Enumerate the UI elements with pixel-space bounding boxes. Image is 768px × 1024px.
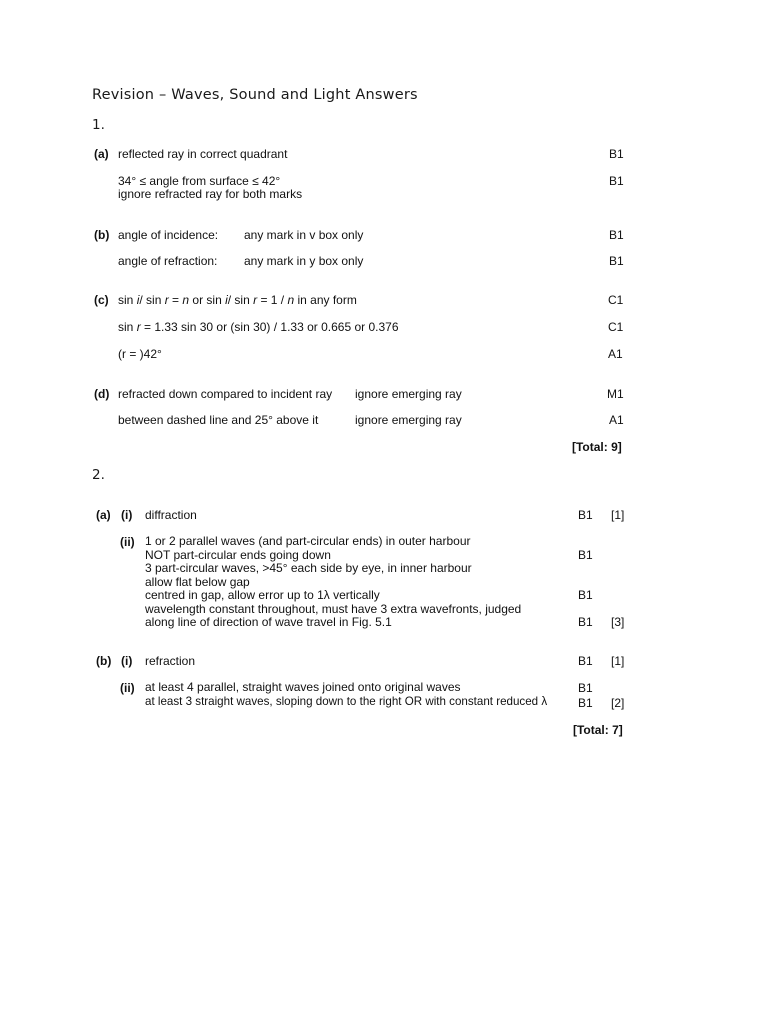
q2-b-ii-label: (ii) xyxy=(120,681,135,695)
q1-c-row1-mark: C1 xyxy=(608,293,624,307)
q1-c-row1: sin i/ sin r = n or sin i/ sin r = 1 / n in any form xyxy=(118,293,357,307)
q2-total: [Total: 7] xyxy=(573,723,623,737)
question-2-number: 2. xyxy=(92,467,105,483)
q2-a-i-total: [1] xyxy=(611,508,625,522)
question-1-number: 1. xyxy=(92,117,105,133)
q2-a-i-text: diffraction xyxy=(145,508,197,522)
q2-a-ii-total: [3] xyxy=(611,615,625,629)
q2-a-ii-line-3: allow flat below gap xyxy=(145,575,250,589)
q1-c-row3-mark: A1 xyxy=(608,347,623,361)
q2-b-i-text: refraction xyxy=(145,654,196,668)
q2-b-i-total: [1] xyxy=(611,654,625,668)
q2-b-i-mark: B1 xyxy=(578,654,593,668)
q2-a-ii-line-4: centred in gap, allow error up to 1λ vertically xyxy=(145,588,380,602)
q1-d-row2-note: ignore emerging ray xyxy=(355,413,462,427)
q1-a-mark1: B1 xyxy=(609,147,624,161)
q1-b-row1-text: any mark in v box only xyxy=(244,228,364,242)
q2-b-ii-line1: at least 4 parallel, straight waves joined onto original waves xyxy=(145,680,461,694)
q1-d-row1: refracted down compared to incident ray xyxy=(118,387,333,401)
q1-b-row2-label: angle of refraction: xyxy=(118,254,218,268)
q2-a-i-mark: B1 xyxy=(578,508,593,522)
q1-b-row2-text: any mark in y box only xyxy=(244,254,364,268)
q1-b-row1-label: angle of incidence: xyxy=(118,228,219,242)
q2-a-ii-line-1: NOT part-circular ends going down xyxy=(145,548,331,562)
q1-d-row1-note: ignore emerging ray xyxy=(355,387,462,401)
q2-part-b-label: (b) xyxy=(96,654,112,668)
q2-a-ii-line-0: 1 or 2 parallel waves (and part-circular ends) in outer harbour xyxy=(145,534,471,548)
q2-b-i-label: (i) xyxy=(121,654,133,668)
q2-part-a-label: (a) xyxy=(96,508,111,522)
q1-c-row2: sin r = 1.33 sin 30 or (sin 30) / 1.33 or 0.665 or 0.376 xyxy=(118,320,399,334)
q1-total: [Total: 9] xyxy=(572,440,622,454)
q1-d-row1-mark: M1 xyxy=(607,387,624,401)
page-title: Revision – Waves, Sound and Light Answers xyxy=(92,87,418,103)
q1-c-row3: (r = )42° xyxy=(118,347,162,361)
q1-a-line3: ignore refracted ray for both marks xyxy=(118,187,303,201)
q2-b-ii-mark2: B1 xyxy=(578,696,593,710)
q1-part-c-label: (c) xyxy=(94,293,109,307)
q1-part-a-label: (a) xyxy=(94,147,109,161)
q1-d-row2-mark: A1 xyxy=(609,413,624,427)
q1-b-row2-mark: B1 xyxy=(609,254,624,268)
q1-a-mark2: B1 xyxy=(609,174,624,188)
q2-a-ii-line-2: 3 part-circular waves, >45° each side by eye, in inner harbour xyxy=(145,561,472,575)
q2-a-ii-line-5: wavelength constant throughout, must have 3 extra wavefronts, judged xyxy=(145,602,522,616)
q2-a-i-label: (i) xyxy=(121,508,133,522)
q1-c-row2-mark: C1 xyxy=(608,320,624,334)
q1-part-d-label: (d) xyxy=(94,387,110,401)
q1-d-row2: between dashed line and 25° above it xyxy=(118,413,319,427)
q2-b-ii-mark1: B1 xyxy=(578,681,593,695)
q2-b-ii-total: [2] xyxy=(611,696,625,710)
q1-a-line1: reflected ray in correct quadrant xyxy=(118,147,288,161)
q1-a-line2: 34° ≤ angle from surface ≤ 42° xyxy=(118,174,281,188)
q2-a-ii-mark2: B1 xyxy=(578,588,593,602)
q1-b-row1-mark: B1 xyxy=(609,228,624,242)
q2-a-ii-line-6: along line of direction of wave travel in Fig. 5.1 xyxy=(145,615,392,629)
q1-part-b-label: (b) xyxy=(94,228,110,242)
q2-a-ii-mark3: B1 xyxy=(578,615,593,629)
q2-a-ii-mark1: B1 xyxy=(578,548,593,562)
q2-b-ii-line2: at least 3 straight waves, sloping down to the right OR with constant reduced λ xyxy=(145,695,548,708)
q2-a-ii-label: (ii) xyxy=(120,535,135,549)
